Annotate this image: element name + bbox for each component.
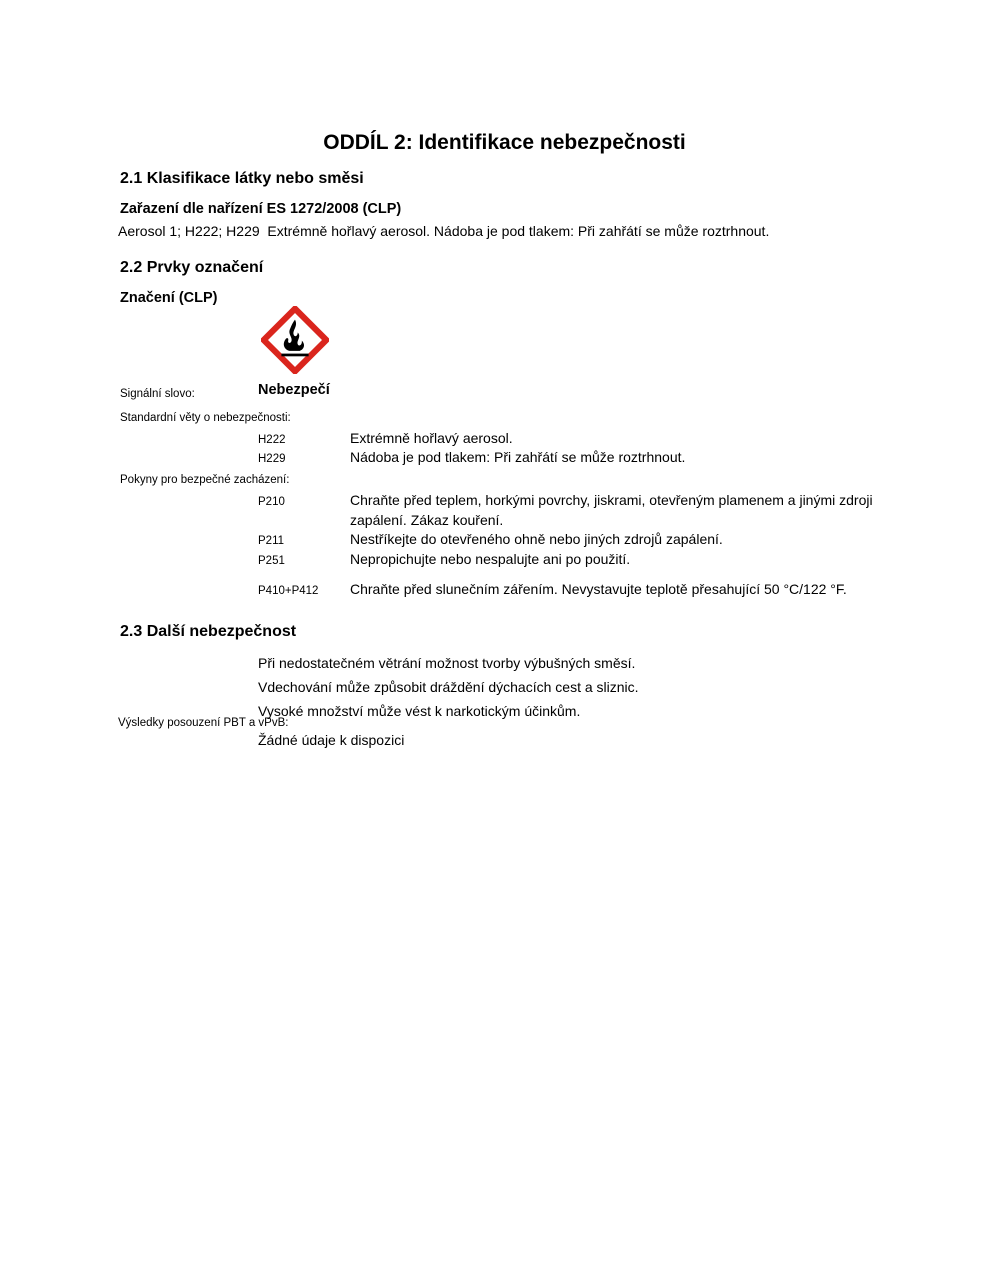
hazard-statements-label: Standardní věty o nebezpečnosti: [120, 412, 291, 424]
flame-pictogram-svg [261, 306, 329, 374]
signal-word-label: Signální slovo: [120, 388, 195, 400]
hazard-code: H222 [258, 434, 286, 446]
precautionary-code: P251 [258, 555, 285, 567]
precautionary-statement-row [258, 491, 874, 530]
hazard-text: Extrémně hořlavý aerosol. [350, 430, 513, 446]
hazard-text: Nádoba je pod tlakem: Při zahřátí se může roztrhnout. [350, 449, 686, 465]
hazard-statement-row [258, 429, 874, 449]
precautionary-text: Nestříkejte do otevřeného ohně nebo jiných zdrojů zapálení. [350, 531, 723, 547]
precautionary-code: P210 [258, 496, 285, 508]
precautionary-statement-row [258, 550, 874, 570]
other-hazards-line: Vdechování může způsobit dráždění dýchacích cest a sliznic. [258, 679, 639, 695]
hazard-statement-row [258, 448, 874, 468]
ghs02-flame-pictogram-icon [261, 306, 329, 374]
precautionary-statement-row [258, 580, 874, 600]
precautionary-code: P410+P412 [258, 585, 319, 597]
heading-2-1: 2.1 Klasifikace látky nebo směsi [120, 170, 364, 187]
precautionary-text: Nepropichujte nebo nespalujte ani po použití. [350, 551, 631, 567]
precautionary-statement-row [258, 530, 874, 550]
precautionary-statements-label: Pokyny pro bezpečné zacházení: [120, 474, 290, 486]
classification-text: Aerosol 1; H222; H229 Extrémně hořlavý aerosol. Nádoba je pod tlakem: Při zahřátí se může roztrhnout. [118, 223, 770, 239]
pbt-vpvb-label: Výsledky posouzení PBT a vPvB: [118, 717, 289, 729]
section-title: ODDÍL 2: Identifikace nebezpečnosti [323, 131, 686, 154]
heading-2-2: 2.2 Prvky označení [120, 259, 264, 276]
pbt-vpvb-result: Žádné údaje k dispozici [258, 732, 405, 748]
signal-word: Nebezpečí [258, 382, 330, 398]
precautionary-code: P211 [258, 535, 285, 547]
regulation-heading: Zařazení dle nařízení ES 1272/2008 (CLP) [120, 201, 402, 217]
other-hazards-text [258, 651, 639, 723]
hazard-code: H229 [258, 453, 286, 465]
flame-baseline-bar [281, 354, 308, 357]
precautionary-text: Chraňte před teplem, horkými povrchy, jiskrami, otevřeným plamenem a jinými zdroji zapálení. Zákaz kouření. [350, 492, 873, 528]
labeling-heading: Značení (CLP) [120, 290, 218, 306]
other-hazards-line: Vysoké množství může vést k narkotickým účinkům. [258, 703, 581, 719]
other-hazards-line: Při nedostatečném větrání možnost tvorby výbušných směsí. [258, 655, 636, 671]
heading-2-3: 2.3 Další nebezpečnost [120, 623, 297, 640]
precautionary-text: Chraňte před slunečním zářením. Nevystavujte teplotě přesahující 50 °C/122 °F. [350, 581, 847, 597]
